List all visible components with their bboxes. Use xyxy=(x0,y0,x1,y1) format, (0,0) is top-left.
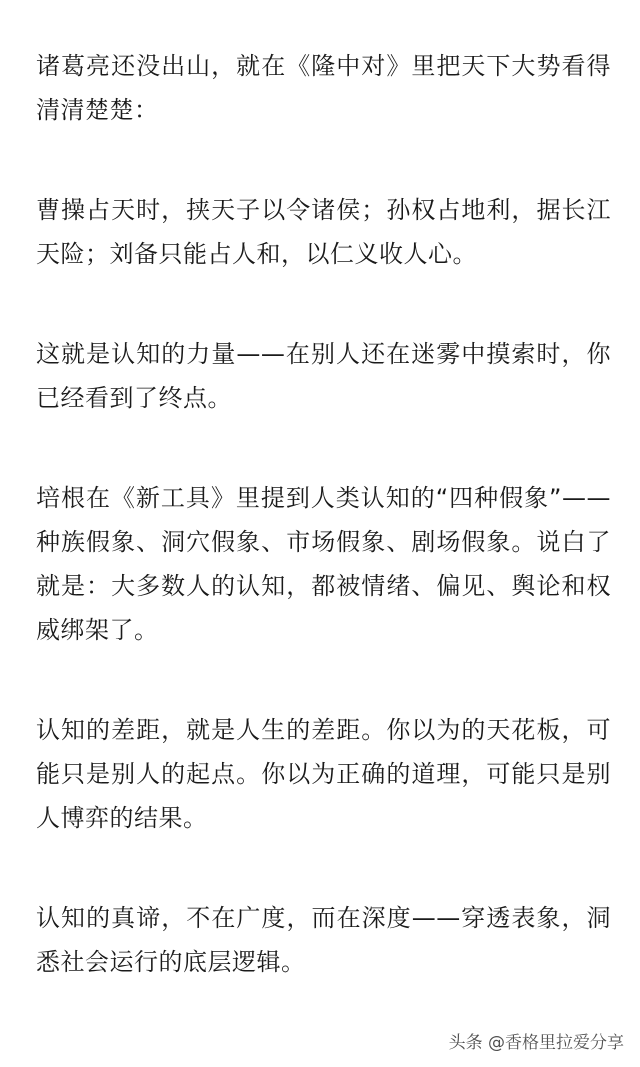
paragraph-three-kingdoms: 曹操占天时，挟天子以令诸侯；孙权占地利，据长江天险；刘备只能占人和，以仁义收人心。 xyxy=(36,196,611,268)
paragraph-cognitive-gap: 认知的差距，就是人生的差距。你以为的天花板，可能只是别人的起点。你以为正确的道理，可能只是别人博弈的结果。 xyxy=(36,716,611,832)
paragraph-bacon-idols: 培根在《新工具》里提到人类认知的“四种假象”——种族假象、洞穴假象、市场假象、剧场假象。说白了就是：大多数人的认知，都被情绪、偏见、舆论和权威绑架了。 xyxy=(36,484,611,644)
paragraph-essence-of-cognition: 认知的真谛，不在广度，而在深度——穿透表象，洞悉社会运行的底层逻辑。 xyxy=(36,904,611,976)
paragraph-power-of-cognition: 这就是认知的力量——在别人还在迷雾中摸索时，你已经看到了终点。 xyxy=(36,340,611,412)
paragraph-zhuge-liang: 诸葛亮还没出山，就在《隆中对》里把天下大势看得清清楚楚： xyxy=(36,52,611,124)
source-watermark xyxy=(449,1028,624,1053)
watermark-text: 头条 @香格里拉爱分享 xyxy=(448,1033,624,1053)
article-body xyxy=(36,44,611,1040)
